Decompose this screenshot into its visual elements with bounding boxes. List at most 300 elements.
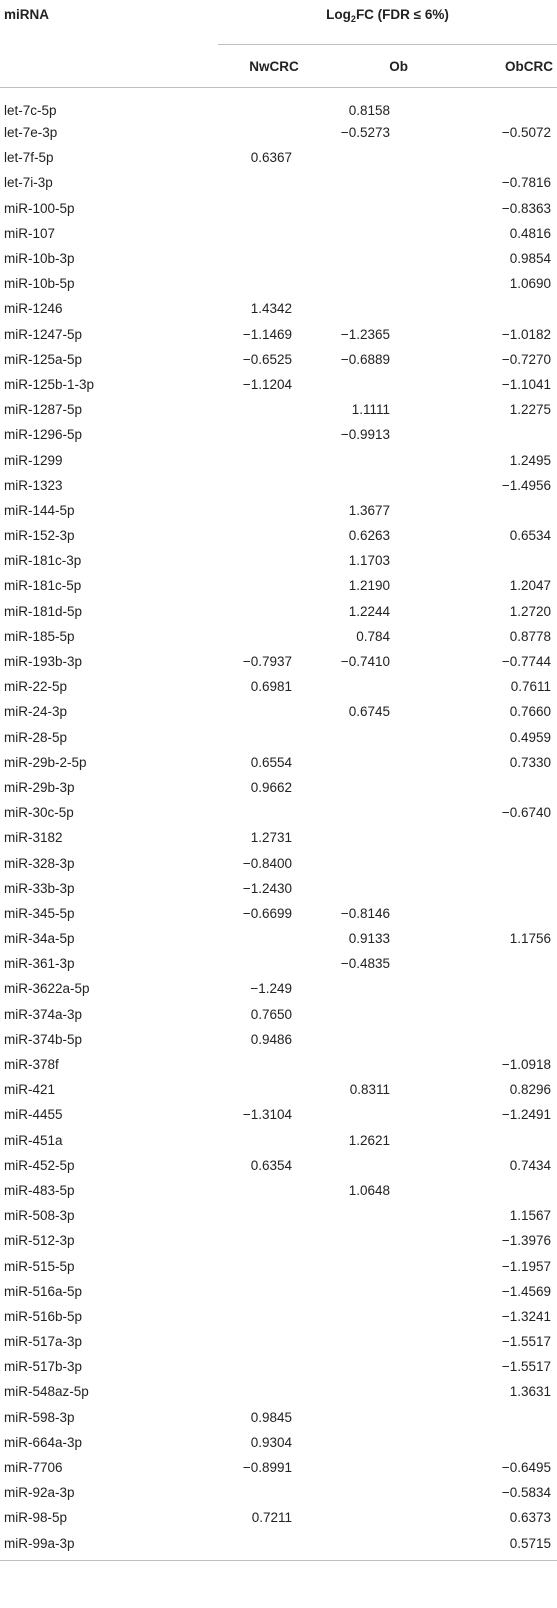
cell-ob bbox=[322, 447, 426, 472]
cell-nwcrc: 0.6554 bbox=[250, 754, 292, 770]
cell-obcrc bbox=[426, 145, 557, 170]
cell-ob bbox=[322, 876, 426, 901]
cell-obcrc: 0.4959 bbox=[509, 729, 552, 745]
cell-mirna: miR-508-3p bbox=[4, 1208, 75, 1224]
table-row bbox=[0, 422, 557, 447]
cell-mirna: miR-24-3p bbox=[4, 704, 68, 720]
cell-mirna: miR-664a-3p bbox=[4, 1434, 83, 1450]
cell-obcrc bbox=[426, 1430, 557, 1455]
cell-mirna: let-7i-3p bbox=[4, 175, 53, 191]
cell-nwcrc bbox=[218, 523, 322, 548]
cell-nwcrc bbox=[218, 1329, 322, 1354]
cell-nwcrc bbox=[218, 573, 322, 598]
cell-nwcrc bbox=[218, 196, 322, 221]
cell-obcrc: −1.4569 bbox=[501, 1283, 552, 1299]
cell-mirna: miR-1323 bbox=[4, 477, 63, 493]
cell-mirna: miR-125b-1-3p bbox=[4, 376, 95, 392]
cell-ob bbox=[322, 473, 426, 498]
cell-nwcrc: −0.7937 bbox=[242, 654, 292, 670]
table-row bbox=[0, 1102, 557, 1127]
cell-nwcrc: −0.8991 bbox=[242, 1460, 292, 1476]
cell-mirna: miR-10b-3p bbox=[4, 251, 75, 267]
cell-ob: −0.8146 bbox=[340, 905, 390, 921]
header-nwcrc: NwCRC bbox=[218, 45, 322, 88]
cell-ob: −0.5273 bbox=[340, 125, 390, 141]
cell-mirna: miR-107 bbox=[4, 225, 56, 241]
cell-nwcrc bbox=[218, 1480, 322, 1505]
cell-mirna: miR-515-5p bbox=[4, 1258, 75, 1274]
header-log-subscript: 2 bbox=[350, 14, 356, 24]
cell-obcrc: −0.8363 bbox=[501, 200, 552, 216]
table-row bbox=[0, 322, 557, 347]
cell-ob: −0.9913 bbox=[340, 427, 390, 443]
cell-nwcrc: 0.9662 bbox=[250, 779, 292, 795]
cell-ob bbox=[322, 1304, 426, 1329]
cell-ob: 1.2244 bbox=[348, 603, 390, 619]
table-row bbox=[0, 674, 557, 699]
cell-mirna: miR-29b-3p bbox=[4, 779, 75, 795]
cell-obcrc bbox=[426, 1128, 557, 1153]
table-row bbox=[0, 725, 557, 750]
cell-nwcrc bbox=[218, 1279, 322, 1304]
cell-nwcrc: −1.2430 bbox=[242, 880, 292, 896]
header-log2fc-group bbox=[218, 0, 557, 45]
cell-nwcrc bbox=[218, 246, 322, 271]
cell-ob bbox=[322, 800, 426, 825]
cell-ob: 0.6263 bbox=[348, 528, 390, 544]
cell-obcrc: 0.6373 bbox=[509, 1510, 552, 1526]
cell-mirna: miR-328-3p bbox=[4, 855, 75, 871]
cell-ob bbox=[322, 1052, 426, 1077]
cell-ob bbox=[322, 976, 426, 1001]
header-log-suffix: FC (FDR ≤ 6%) bbox=[355, 7, 449, 22]
cell-obcrc bbox=[426, 88, 557, 121]
cell-obcrc bbox=[426, 548, 557, 573]
cell-nwcrc: 0.9845 bbox=[250, 1409, 292, 1425]
cell-ob: −0.4835 bbox=[340, 956, 390, 972]
cell-mirna: miR-92a-3p bbox=[4, 1485, 75, 1501]
cell-mirna: miR-3622a-5p bbox=[4, 981, 90, 997]
cell-ob: 0.784 bbox=[356, 628, 390, 644]
cell-obcrc: 1.0690 bbox=[509, 276, 552, 292]
cell-ob: 0.8311 bbox=[349, 1082, 390, 1098]
cell-mirna: let-7f-5p bbox=[4, 150, 54, 166]
cell-mirna: let-7e-3p bbox=[4, 125, 58, 141]
cell-obcrc: 1.3631 bbox=[509, 1384, 552, 1400]
table-row bbox=[0, 1203, 557, 1228]
cell-mirna: miR-29b-2-5p bbox=[4, 754, 87, 770]
table-row bbox=[0, 347, 557, 372]
cell-nwcrc bbox=[218, 926, 322, 951]
table-row bbox=[0, 1027, 557, 1052]
cell-nwcrc bbox=[218, 548, 322, 573]
cell-nwcrc bbox=[218, 699, 322, 724]
cell-ob bbox=[322, 170, 426, 195]
cell-obcrc bbox=[426, 1027, 557, 1052]
cell-mirna: miR-181c-5p bbox=[4, 578, 82, 594]
cell-mirna: miR-125a-5p bbox=[4, 351, 83, 367]
cell-obcrc bbox=[426, 976, 557, 1001]
cell-nwcrc: −1.1469 bbox=[242, 326, 292, 342]
cell-nwcrc: −0.6525 bbox=[242, 351, 292, 367]
cell-mirna: miR-144-5p bbox=[4, 502, 75, 518]
cell-obcrc: −1.0918 bbox=[501, 1057, 552, 1073]
header-log-prefix: Log bbox=[326, 7, 351, 22]
cell-mirna: miR-10b-5p bbox=[4, 276, 75, 292]
cell-obcrc: 0.8778 bbox=[509, 628, 552, 644]
table-row bbox=[0, 271, 557, 296]
cell-mirna: miR-451a bbox=[4, 1132, 63, 1148]
cell-mirna: miR-378f bbox=[4, 1057, 59, 1073]
cell-obcrc: −0.7270 bbox=[501, 351, 552, 367]
table-row bbox=[0, 548, 557, 573]
cell-nwcrc bbox=[218, 599, 322, 624]
table-row bbox=[0, 1430, 557, 1455]
header-row-top bbox=[0, 0, 557, 45]
table-row bbox=[0, 699, 557, 724]
cell-ob bbox=[322, 1002, 426, 1027]
table-bottom-rule bbox=[0, 1560, 557, 1561]
cell-obcrc: −0.6740 bbox=[501, 805, 552, 821]
table-row bbox=[0, 649, 557, 674]
cell-mirna: miR-517b-3p bbox=[4, 1359, 83, 1375]
table-row bbox=[0, 1455, 557, 1480]
cell-obcrc: −1.1957 bbox=[501, 1258, 552, 1274]
cell-obcrc: −0.5072 bbox=[501, 125, 552, 141]
table-row bbox=[0, 1329, 557, 1354]
cell-ob bbox=[322, 271, 426, 296]
cell-obcrc: −0.7816 bbox=[501, 175, 552, 191]
cell-mirna: miR-1296-5p bbox=[4, 427, 83, 443]
cell-mirna: miR-374b-5p bbox=[4, 1031, 83, 1047]
cell-mirna: miR-28-5p bbox=[4, 729, 68, 745]
cell-nwcrc: 0.7650 bbox=[250, 1006, 292, 1022]
cell-ob bbox=[322, 1354, 426, 1379]
cell-mirna: miR-7706 bbox=[4, 1460, 63, 1476]
cell-mirna: miR-99a-3p bbox=[4, 1535, 75, 1551]
table-row bbox=[0, 372, 557, 397]
cell-ob: 1.3677 bbox=[348, 502, 390, 518]
header-ob: Ob bbox=[322, 45, 426, 88]
cell-mirna: miR-33b-3p bbox=[4, 880, 75, 896]
table-row bbox=[0, 976, 557, 1001]
cell-nwcrc bbox=[218, 800, 322, 825]
cell-mirna: miR-1287-5p bbox=[4, 402, 83, 418]
table-row bbox=[0, 145, 557, 170]
cell-obcrc bbox=[426, 850, 557, 875]
cell-ob: 1.1111 bbox=[351, 402, 390, 418]
table-row bbox=[0, 447, 557, 472]
cell-ob bbox=[322, 775, 426, 800]
cell-obcrc: 1.1567 bbox=[509, 1208, 552, 1224]
cell-mirna: miR-100-5p bbox=[4, 200, 75, 216]
table-row bbox=[0, 196, 557, 221]
cell-mirna: miR-22-5p bbox=[4, 679, 68, 695]
cell-nwcrc bbox=[218, 1253, 322, 1278]
cell-nwcrc: 0.7211 bbox=[251, 1510, 292, 1526]
cell-obcrc: −1.4956 bbox=[501, 477, 552, 493]
cell-ob bbox=[322, 1379, 426, 1404]
cell-mirna: miR-30c-5p bbox=[4, 805, 74, 821]
cell-obcrc: 0.7330 bbox=[509, 754, 552, 770]
cell-ob bbox=[322, 1405, 426, 1430]
table-row bbox=[0, 926, 557, 951]
cell-ob: 1.1703 bbox=[348, 553, 390, 569]
cell-obcrc bbox=[426, 901, 557, 926]
cell-nwcrc bbox=[218, 221, 322, 246]
cell-ob bbox=[322, 296, 426, 321]
cell-ob bbox=[322, 1027, 426, 1052]
cell-obcrc bbox=[426, 775, 557, 800]
cell-ob: 1.0648 bbox=[348, 1182, 390, 1198]
cell-ob bbox=[322, 246, 426, 271]
cell-nwcrc bbox=[218, 1304, 322, 1329]
table-row bbox=[0, 599, 557, 624]
cell-obcrc: 0.9854 bbox=[509, 251, 552, 267]
cell-mirna: miR-181c-3p bbox=[4, 553, 82, 569]
cell-mirna: miR-345-5p bbox=[4, 905, 75, 921]
table-row bbox=[0, 1379, 557, 1404]
table-row bbox=[0, 1128, 557, 1153]
cell-mirna: miR-516b-5p bbox=[4, 1308, 83, 1324]
cell-mirna: miR-185-5p bbox=[4, 628, 75, 644]
table-row bbox=[0, 775, 557, 800]
cell-ob: 0.8158 bbox=[348, 103, 390, 118]
table-row bbox=[0, 1354, 557, 1379]
cell-nwcrc: −0.8400 bbox=[242, 855, 292, 871]
cell-mirna: miR-181d-5p bbox=[4, 603, 83, 619]
cell-obcrc: 0.5715 bbox=[509, 1535, 552, 1551]
cell-obcrc bbox=[426, 1178, 557, 1203]
cell-nwcrc: 0.9304 bbox=[250, 1434, 292, 1450]
cell-obcrc: −1.5517 bbox=[501, 1334, 552, 1350]
cell-ob bbox=[322, 196, 426, 221]
cell-mirna: miR-598-3p bbox=[4, 1409, 75, 1425]
table-row bbox=[0, 498, 557, 523]
table-row bbox=[0, 1153, 557, 1178]
table-row bbox=[0, 1228, 557, 1253]
cell-nwcrc bbox=[218, 624, 322, 649]
cell-nwcrc bbox=[218, 1077, 322, 1102]
cell-nwcrc bbox=[218, 1531, 322, 1556]
cell-mirna: miR-374a-3p bbox=[4, 1006, 83, 1022]
table-body bbox=[0, 88, 557, 1556]
table-row bbox=[0, 624, 557, 649]
table-row bbox=[0, 1253, 557, 1278]
cell-mirna: miR-1247-5p bbox=[4, 326, 83, 342]
cell-mirna: let-7c-5p bbox=[4, 103, 57, 118]
cell-mirna: miR-512-3p bbox=[4, 1233, 75, 1249]
cell-nwcrc bbox=[218, 447, 322, 472]
cell-nwcrc bbox=[218, 120, 322, 145]
cell-mirna: miR-421 bbox=[4, 1082, 56, 1098]
cell-nwcrc: 0.9486 bbox=[250, 1031, 292, 1047]
cell-nwcrc bbox=[218, 271, 322, 296]
table-row bbox=[0, 800, 557, 825]
cell-ob bbox=[322, 1430, 426, 1455]
table-row bbox=[0, 825, 557, 850]
cell-nwcrc: 0.6354 bbox=[250, 1157, 292, 1173]
table-row bbox=[0, 750, 557, 775]
cell-obcrc bbox=[426, 951, 557, 976]
cell-ob bbox=[322, 1505, 426, 1530]
cell-obcrc: 1.2720 bbox=[509, 603, 552, 619]
cell-nwcrc: 0.6981 bbox=[250, 679, 292, 695]
cell-ob bbox=[322, 850, 426, 875]
cell-nwcrc bbox=[218, 1354, 322, 1379]
cell-mirna: miR-152-3p bbox=[4, 528, 75, 544]
cell-mirna: miR-4455 bbox=[4, 1107, 63, 1123]
cell-obcrc: 0.7660 bbox=[509, 704, 552, 720]
cell-ob bbox=[322, 221, 426, 246]
cell-ob: −0.7410 bbox=[340, 654, 390, 670]
table-row bbox=[0, 1304, 557, 1329]
cell-nwcrc: 1.4342 bbox=[250, 301, 292, 317]
cell-nwcrc: 1.2731 bbox=[250, 830, 292, 846]
cell-ob bbox=[322, 1329, 426, 1354]
table-row bbox=[0, 397, 557, 422]
table-row bbox=[0, 221, 557, 246]
cell-obcrc: −1.5517 bbox=[501, 1359, 552, 1375]
cell-mirna: miR-361-3p bbox=[4, 956, 75, 972]
table-row bbox=[0, 120, 557, 145]
cell-nwcrc bbox=[218, 1379, 322, 1404]
cell-ob bbox=[322, 1203, 426, 1228]
cell-mirna: miR-1246 bbox=[4, 301, 63, 317]
cell-nwcrc bbox=[218, 397, 322, 422]
cell-obcrc: 0.6534 bbox=[509, 528, 552, 544]
table-row bbox=[0, 901, 557, 926]
cell-nwcrc bbox=[218, 473, 322, 498]
cell-nwcrc bbox=[218, 725, 322, 750]
cell-nwcrc: −1.249 bbox=[250, 981, 292, 997]
cell-ob bbox=[322, 372, 426, 397]
table-row bbox=[0, 1279, 557, 1304]
cell-ob bbox=[322, 1455, 426, 1480]
cell-mirna: miR-3182 bbox=[4, 830, 63, 846]
table-row bbox=[0, 1002, 557, 1027]
cell-obcrc: 1.1756 bbox=[509, 931, 552, 947]
cell-obcrc: −0.5834 bbox=[501, 1485, 552, 1501]
cell-nwcrc: −1.1204 bbox=[242, 376, 292, 392]
cell-mirna: miR-548az-5p bbox=[4, 1384, 89, 1400]
table-row bbox=[0, 1052, 557, 1077]
cell-ob bbox=[322, 825, 426, 850]
cell-obcrc bbox=[426, 1002, 557, 1027]
table-row bbox=[0, 1405, 557, 1430]
table-row bbox=[0, 1077, 557, 1102]
cell-mirna: miR-34a-5p bbox=[4, 931, 75, 947]
cell-ob: 0.6745 bbox=[348, 704, 390, 720]
cell-mirna: miR-516a-5p bbox=[4, 1283, 83, 1299]
cell-obcrc: 1.2495 bbox=[509, 452, 552, 468]
table-row bbox=[0, 523, 557, 548]
cell-nwcrc bbox=[218, 498, 322, 523]
cell-mirna: miR-193b-3p bbox=[4, 654, 83, 670]
cell-obcrc: −1.3241 bbox=[501, 1308, 552, 1324]
cell-nwcrc bbox=[218, 422, 322, 447]
cell-obcrc: 0.8296 bbox=[509, 1082, 552, 1098]
cell-obcrc: 1.2047 bbox=[509, 578, 552, 594]
table-row bbox=[0, 296, 557, 321]
cell-nwcrc bbox=[218, 1178, 322, 1203]
cell-nwcrc: −0.6699 bbox=[242, 905, 292, 921]
cell-ob bbox=[322, 750, 426, 775]
cell-ob bbox=[322, 1480, 426, 1505]
table-row bbox=[0, 951, 557, 976]
cell-obcrc: −0.7744 bbox=[501, 654, 552, 670]
cell-mirna: miR-483-5p bbox=[4, 1182, 75, 1198]
cell-obcrc: 0.4816 bbox=[509, 225, 552, 241]
header-row-sub bbox=[0, 45, 557, 88]
header-obcrc: ObCRC bbox=[426, 45, 557, 88]
table-row bbox=[0, 1505, 557, 1530]
header-empty-cell bbox=[0, 45, 218, 88]
cell-obcrc bbox=[426, 1405, 557, 1430]
cell-obcrc: −1.3976 bbox=[501, 1233, 552, 1249]
table-row bbox=[0, 1480, 557, 1505]
cell-ob bbox=[322, 1253, 426, 1278]
cell-obcrc: 0.7611 bbox=[510, 679, 552, 695]
cell-obcrc bbox=[426, 296, 557, 321]
cell-ob bbox=[322, 1279, 426, 1304]
table-row bbox=[0, 876, 557, 901]
cell-ob bbox=[322, 145, 426, 170]
table-row bbox=[0, 88, 557, 121]
cell-mirna: miR-98-5p bbox=[4, 1510, 68, 1526]
cell-obcrc: 1.2275 bbox=[509, 402, 552, 418]
cell-obcrc: −1.2491 bbox=[501, 1107, 552, 1123]
header-mirna: miRNA bbox=[4, 7, 50, 22]
cell-nwcrc: −1.3104 bbox=[242, 1107, 292, 1123]
cell-obcrc bbox=[426, 876, 557, 901]
table-header bbox=[0, 0, 557, 88]
cell-nwcrc bbox=[218, 1203, 322, 1228]
cell-ob bbox=[322, 1531, 426, 1556]
table-row bbox=[0, 573, 557, 598]
cell-ob: −1.2365 bbox=[340, 326, 390, 342]
cell-nwcrc bbox=[218, 88, 322, 121]
table-row bbox=[0, 1178, 557, 1203]
cell-ob: 0.9133 bbox=[348, 931, 390, 947]
cell-obcrc: −1.1041 bbox=[501, 376, 552, 392]
cell-ob: −0.6889 bbox=[340, 351, 390, 367]
cell-nwcrc bbox=[218, 951, 322, 976]
cell-nwcrc bbox=[218, 170, 322, 195]
cell-ob bbox=[322, 674, 426, 699]
cell-ob bbox=[322, 725, 426, 750]
cell-mirna: miR-452-5p bbox=[4, 1157, 75, 1173]
cell-ob bbox=[322, 1228, 426, 1253]
cell-obcrc: −1.0182 bbox=[501, 326, 552, 342]
cell-obcrc bbox=[426, 498, 557, 523]
table-row bbox=[0, 1531, 557, 1556]
table-row bbox=[0, 473, 557, 498]
cell-ob: 1.2190 bbox=[348, 578, 390, 594]
cell-ob bbox=[322, 1102, 426, 1127]
table-row bbox=[0, 170, 557, 195]
cell-ob bbox=[322, 1153, 426, 1178]
cell-obcrc bbox=[426, 825, 557, 850]
cell-nwcrc bbox=[218, 1228, 322, 1253]
table-row bbox=[0, 850, 557, 875]
cell-mirna: miR-1299 bbox=[4, 452, 63, 468]
cell-obcrc: −0.6495 bbox=[501, 1460, 552, 1476]
cell-ob: 1.2621 bbox=[348, 1132, 390, 1148]
cell-nwcrc: 0.6367 bbox=[250, 150, 292, 166]
cell-mirna: miR-517a-3p bbox=[4, 1334, 83, 1350]
cell-nwcrc bbox=[218, 1052, 322, 1077]
